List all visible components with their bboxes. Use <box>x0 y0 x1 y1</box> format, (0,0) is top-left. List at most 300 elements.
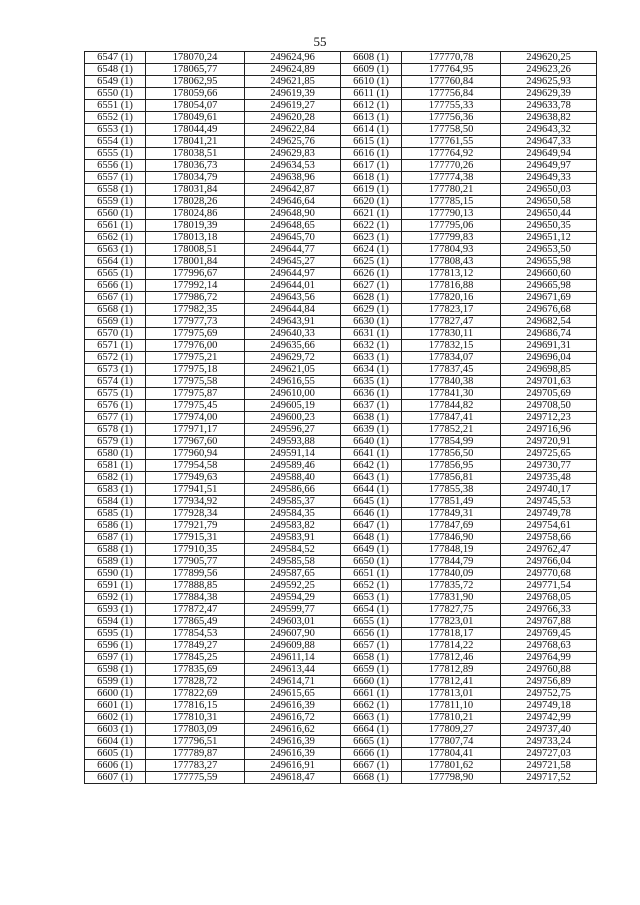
table-row <box>85 712 597 724</box>
point-number-right-cell: 6660 (1) <box>341 676 402 688</box>
y-coordinate-left-cell: 249638,96 <box>245 172 341 184</box>
y-coordinate-right-cell: 249720,91 <box>501 436 597 448</box>
y-coordinate-left-cell: 249594,29 <box>245 592 341 604</box>
point-number-left-cell: 6601 (1) <box>85 700 146 712</box>
point-number-left-cell: 6599 (1) <box>85 676 146 688</box>
x-coordinate-right-cell: 177847,41 <box>402 412 501 424</box>
table-row <box>85 88 597 100</box>
x-coordinate-right-cell: 177807,74 <box>402 736 501 748</box>
point-number-right-cell: 6641 (1) <box>341 448 402 460</box>
x-coordinate-left-cell: 178001,84 <box>146 256 245 268</box>
table-row <box>85 280 597 292</box>
point-number-left-cell: 6567 (1) <box>85 292 146 304</box>
point-number-right-cell: 6650 (1) <box>341 556 402 568</box>
y-coordinate-right-cell: 249686,74 <box>501 328 597 340</box>
y-coordinate-left-cell: 249619,39 <box>245 88 341 100</box>
table-row <box>85 400 597 412</box>
table-row <box>85 220 597 232</box>
point-number-right-cell: 6610 (1) <box>341 76 402 88</box>
table-row <box>85 772 597 784</box>
table-row <box>85 112 597 124</box>
x-coordinate-left-cell: 177996,67 <box>146 268 245 280</box>
x-coordinate-left-cell: 177865,49 <box>146 616 245 628</box>
point-number-left-cell: 6548 (1) <box>85 64 146 76</box>
x-coordinate-left-cell: 177775,59 <box>146 772 245 784</box>
point-number-left-cell: 6556 (1) <box>85 160 146 172</box>
point-number-right-cell: 6658 (1) <box>341 652 402 664</box>
point-number-left-cell: 6566 (1) <box>85 280 146 292</box>
x-coordinate-left-cell: 178049,61 <box>146 112 245 124</box>
y-coordinate-left-cell: 249640,33 <box>245 328 341 340</box>
y-coordinate-right-cell: 249737,40 <box>501 724 597 736</box>
y-coordinate-right-cell: 249649,94 <box>501 148 597 160</box>
y-coordinate-right-cell: 249717,52 <box>501 772 597 784</box>
y-coordinate-left-cell: 249583,91 <box>245 532 341 544</box>
y-coordinate-left-cell: 249600,23 <box>245 412 341 424</box>
point-number-left-cell: 6580 (1) <box>85 448 146 460</box>
table-row <box>85 568 597 580</box>
point-number-right-cell: 6666 (1) <box>341 748 402 760</box>
y-coordinate-left-cell: 249646,64 <box>245 196 341 208</box>
x-coordinate-left-cell: 177849,27 <box>146 640 245 652</box>
y-coordinate-right-cell: 249650,03 <box>501 184 597 196</box>
table-row <box>85 496 597 508</box>
point-number-right-cell: 6622 (1) <box>341 220 402 232</box>
point-number-right-cell: 6657 (1) <box>341 640 402 652</box>
point-number-left-cell: 6577 (1) <box>85 412 146 424</box>
point-number-right-cell: 6654 (1) <box>341 604 402 616</box>
point-number-left-cell: 6557 (1) <box>85 172 146 184</box>
x-coordinate-right-cell: 177811,10 <box>402 700 501 712</box>
x-coordinate-left-cell: 177884,38 <box>146 592 245 604</box>
x-coordinate-right-cell: 177760,84 <box>402 76 501 88</box>
x-coordinate-left-cell: 177934,92 <box>146 496 245 508</box>
y-coordinate-left-cell: 249592,25 <box>245 580 341 592</box>
y-coordinate-left-cell: 249616,39 <box>245 700 341 712</box>
x-coordinate-right-cell: 177834,07 <box>402 352 501 364</box>
x-coordinate-right-cell: 177755,33 <box>402 100 501 112</box>
x-coordinate-right-cell: 177804,93 <box>402 244 501 256</box>
x-coordinate-left-cell: 177910,35 <box>146 544 245 556</box>
point-number-right-cell: 6636 (1) <box>341 388 402 400</box>
point-number-right-cell: 6612 (1) <box>341 100 402 112</box>
y-coordinate-right-cell: 249701,63 <box>501 376 597 388</box>
y-coordinate-right-cell: 249752,75 <box>501 688 597 700</box>
x-coordinate-right-cell: 177840,38 <box>402 376 501 388</box>
y-coordinate-left-cell: 249588,40 <box>245 472 341 484</box>
table-row <box>85 268 597 280</box>
point-number-left-cell: 6584 (1) <box>85 496 146 508</box>
point-number-left-cell: 6597 (1) <box>85 652 146 664</box>
point-number-left-cell: 6587 (1) <box>85 532 146 544</box>
x-coordinate-right-cell: 177756,84 <box>402 88 501 100</box>
point-number-left-cell: 6560 (1) <box>85 208 146 220</box>
x-coordinate-right-cell: 177852,21 <box>402 424 501 436</box>
y-coordinate-right-cell: 249625,93 <box>501 76 597 88</box>
x-coordinate-right-cell: 177840,09 <box>402 568 501 580</box>
point-number-right-cell: 6617 (1) <box>341 160 402 172</box>
y-coordinate-left-cell: 249624,96 <box>245 52 341 64</box>
y-coordinate-left-cell: 249616,39 <box>245 748 341 760</box>
table-row <box>85 388 597 400</box>
x-coordinate-left-cell: 177888,85 <box>146 580 245 592</box>
point-number-left-cell: 6585 (1) <box>85 508 146 520</box>
point-number-right-cell: 6625 (1) <box>341 256 402 268</box>
x-coordinate-left-cell: 178036,73 <box>146 160 245 172</box>
point-number-left-cell: 6591 (1) <box>85 580 146 592</box>
point-number-right-cell: 6639 (1) <box>341 424 402 436</box>
x-coordinate-left-cell: 177789,87 <box>146 748 245 760</box>
x-coordinate-left-cell: 177986,72 <box>146 292 245 304</box>
x-coordinate-left-cell: 177971,17 <box>146 424 245 436</box>
table-row <box>85 148 597 160</box>
x-coordinate-left-cell: 178065,77 <box>146 64 245 76</box>
table-row <box>85 520 597 532</box>
point-number-left-cell: 6555 (1) <box>85 148 146 160</box>
point-number-right-cell: 6633 (1) <box>341 352 402 364</box>
point-number-left-cell: 6573 (1) <box>85 364 146 376</box>
table-row <box>85 256 597 268</box>
x-coordinate-right-cell: 177841,30 <box>402 388 501 400</box>
table-row <box>85 364 597 376</box>
y-coordinate-left-cell: 249610,00 <box>245 388 341 400</box>
y-coordinate-right-cell: 249756,89 <box>501 676 597 688</box>
point-number-right-cell: 6645 (1) <box>341 496 402 508</box>
table-row <box>85 160 597 172</box>
y-coordinate-right-cell: 249650,58 <box>501 196 597 208</box>
table-row <box>85 508 597 520</box>
y-coordinate-right-cell: 249653,50 <box>501 244 597 256</box>
y-coordinate-right-cell: 249660,60 <box>501 268 597 280</box>
y-coordinate-left-cell: 249614,71 <box>245 676 341 688</box>
y-coordinate-right-cell: 249762,47 <box>501 544 597 556</box>
x-coordinate-left-cell: 177982,35 <box>146 304 245 316</box>
table-row <box>85 724 597 736</box>
x-coordinate-right-cell: 177847,69 <box>402 520 501 532</box>
x-coordinate-right-cell: 177816,88 <box>402 280 501 292</box>
table-row <box>85 664 597 676</box>
point-number-left-cell: 6582 (1) <box>85 472 146 484</box>
table-row <box>85 700 597 712</box>
x-coordinate-right-cell: 177846,90 <box>402 532 501 544</box>
table-row <box>85 604 597 616</box>
x-coordinate-left-cell: 177783,27 <box>146 760 245 772</box>
y-coordinate-left-cell: 249584,52 <box>245 544 341 556</box>
y-coordinate-right-cell: 249749,78 <box>501 508 597 520</box>
point-number-right-cell: 6644 (1) <box>341 484 402 496</box>
x-coordinate-right-cell: 177795,06 <box>402 220 501 232</box>
y-coordinate-right-cell: 249770,68 <box>501 568 597 580</box>
y-coordinate-left-cell: 249645,27 <box>245 256 341 268</box>
table-row <box>85 136 597 148</box>
coordinates-table-body <box>85 52 597 784</box>
point-number-left-cell: 6558 (1) <box>85 184 146 196</box>
x-coordinate-left-cell: 177975,21 <box>146 352 245 364</box>
x-coordinate-left-cell: 177975,87 <box>146 388 245 400</box>
y-coordinate-right-cell: 249650,44 <box>501 208 597 220</box>
point-number-left-cell: 6595 (1) <box>85 628 146 640</box>
point-number-right-cell: 6634 (1) <box>341 364 402 376</box>
table-row <box>85 436 597 448</box>
point-number-left-cell: 6571 (1) <box>85 340 146 352</box>
point-number-left-cell: 6559 (1) <box>85 196 146 208</box>
y-coordinate-right-cell: 249691,31 <box>501 340 597 352</box>
y-coordinate-left-cell: 249625,76 <box>245 136 341 148</box>
y-coordinate-right-cell: 249754,61 <box>501 520 597 532</box>
x-coordinate-left-cell: 178008,51 <box>146 244 245 256</box>
point-number-right-cell: 6638 (1) <box>341 412 402 424</box>
point-number-right-cell: 6637 (1) <box>341 400 402 412</box>
point-number-right-cell: 6665 (1) <box>341 736 402 748</box>
y-coordinate-right-cell: 249771,54 <box>501 580 597 592</box>
y-coordinate-right-cell: 249740,17 <box>501 484 597 496</box>
table-row <box>85 376 597 388</box>
point-number-left-cell: 6593 (1) <box>85 604 146 616</box>
table-row <box>85 616 597 628</box>
y-coordinate-left-cell: 249611,14 <box>245 652 341 664</box>
table-row <box>85 544 597 556</box>
point-number-right-cell: 6667 (1) <box>341 760 402 772</box>
y-coordinate-left-cell: 249648,90 <box>245 208 341 220</box>
x-coordinate-right-cell: 177856,81 <box>402 472 501 484</box>
point-number-left-cell: 6554 (1) <box>85 136 146 148</box>
point-number-left-cell: 6569 (1) <box>85 316 146 328</box>
table-row <box>85 340 597 352</box>
y-coordinate-right-cell: 249721,58 <box>501 760 597 772</box>
y-coordinate-left-cell: 249644,01 <box>245 280 341 292</box>
y-coordinate-left-cell: 249648,65 <box>245 220 341 232</box>
point-number-left-cell: 6581 (1) <box>85 460 146 472</box>
x-coordinate-left-cell: 177928,34 <box>146 508 245 520</box>
point-number-right-cell: 6619 (1) <box>341 184 402 196</box>
point-number-left-cell: 6565 (1) <box>85 268 146 280</box>
point-number-left-cell: 6602 (1) <box>85 712 146 724</box>
point-number-right-cell: 6629 (1) <box>341 304 402 316</box>
coordinates-table <box>84 51 597 784</box>
y-coordinate-left-cell: 249624,89 <box>245 64 341 76</box>
y-coordinate-left-cell: 249591,14 <box>245 448 341 460</box>
y-coordinate-right-cell: 249638,82 <box>501 112 597 124</box>
y-coordinate-left-cell: 249609,88 <box>245 640 341 652</box>
y-coordinate-right-cell: 249768,63 <box>501 640 597 652</box>
y-coordinate-left-cell: 249644,84 <box>245 304 341 316</box>
x-coordinate-left-cell: 177977,73 <box>146 316 245 328</box>
point-number-left-cell: 6579 (1) <box>85 436 146 448</box>
table-row <box>85 472 597 484</box>
y-coordinate-left-cell: 249629,83 <box>245 148 341 160</box>
point-number-left-cell: 6590 (1) <box>85 568 146 580</box>
point-number-right-cell: 6614 (1) <box>341 124 402 136</box>
point-number-right-cell: 6635 (1) <box>341 376 402 388</box>
x-coordinate-right-cell: 177801,62 <box>402 760 501 772</box>
point-number-right-cell: 6648 (1) <box>341 532 402 544</box>
x-coordinate-left-cell: 177854,53 <box>146 628 245 640</box>
table-row <box>85 124 597 136</box>
x-coordinate-right-cell: 177813,01 <box>402 688 501 700</box>
x-coordinate-left-cell: 177992,14 <box>146 280 245 292</box>
table-row <box>85 748 597 760</box>
point-number-left-cell: 6596 (1) <box>85 640 146 652</box>
x-coordinate-left-cell: 177915,31 <box>146 532 245 544</box>
x-coordinate-left-cell: 177816,15 <box>146 700 245 712</box>
x-coordinate-left-cell: 177905,77 <box>146 556 245 568</box>
y-coordinate-right-cell: 249708,50 <box>501 400 597 412</box>
point-number-right-cell: 6647 (1) <box>341 520 402 532</box>
point-number-left-cell: 6605 (1) <box>85 748 146 760</box>
y-coordinate-right-cell: 249633,78 <box>501 100 597 112</box>
point-number-left-cell: 6604 (1) <box>85 736 146 748</box>
x-coordinate-right-cell: 177854,99 <box>402 436 501 448</box>
table-row <box>85 532 597 544</box>
point-number-right-cell: 6659 (1) <box>341 664 402 676</box>
point-number-right-cell: 6616 (1) <box>341 148 402 160</box>
y-coordinate-right-cell: 249696,04 <box>501 352 597 364</box>
x-coordinate-right-cell: 177849,31 <box>402 508 501 520</box>
y-coordinate-left-cell: 249635,66 <box>245 340 341 352</box>
point-number-left-cell: 6589 (1) <box>85 556 146 568</box>
x-coordinate-left-cell: 178044,49 <box>146 124 245 136</box>
y-coordinate-right-cell: 249727,03 <box>501 748 597 760</box>
point-number-left-cell: 6572 (1) <box>85 352 146 364</box>
x-coordinate-right-cell: 177761,55 <box>402 136 501 148</box>
x-coordinate-left-cell: 177803,09 <box>146 724 245 736</box>
y-coordinate-left-cell: 249629,72 <box>245 352 341 364</box>
point-number-left-cell: 6551 (1) <box>85 100 146 112</box>
x-coordinate-left-cell: 177960,94 <box>146 448 245 460</box>
table-row <box>85 76 597 88</box>
y-coordinate-left-cell: 249584,35 <box>245 508 341 520</box>
y-coordinate-right-cell: 249725,65 <box>501 448 597 460</box>
x-coordinate-left-cell: 177975,18 <box>146 364 245 376</box>
x-coordinate-left-cell: 177822,69 <box>146 688 245 700</box>
y-coordinate-right-cell: 249760,88 <box>501 664 597 676</box>
x-coordinate-right-cell: 177835,72 <box>402 580 501 592</box>
point-number-right-cell: 6652 (1) <box>341 580 402 592</box>
point-number-right-cell: 6668 (1) <box>341 772 402 784</box>
x-coordinate-left-cell: 177845,25 <box>146 652 245 664</box>
point-number-right-cell: 6609 (1) <box>341 64 402 76</box>
point-number-right-cell: 6646 (1) <box>341 508 402 520</box>
x-coordinate-left-cell: 177921,79 <box>146 520 245 532</box>
table-row <box>85 352 597 364</box>
y-coordinate-right-cell: 249769,45 <box>501 628 597 640</box>
point-number-left-cell: 6562 (1) <box>85 232 146 244</box>
table-row <box>85 556 597 568</box>
x-coordinate-right-cell: 177818,17 <box>402 628 501 640</box>
y-coordinate-right-cell: 249651,12 <box>501 232 597 244</box>
x-coordinate-right-cell: 177758,50 <box>402 124 501 136</box>
x-coordinate-left-cell: 177975,45 <box>146 400 245 412</box>
y-coordinate-right-cell: 249735,48 <box>501 472 597 484</box>
point-number-left-cell: 6578 (1) <box>85 424 146 436</box>
y-coordinate-left-cell: 249621,05 <box>245 364 341 376</box>
point-number-right-cell: 6664 (1) <box>341 724 402 736</box>
y-coordinate-left-cell: 249586,66 <box>245 484 341 496</box>
x-coordinate-right-cell: 177848,19 <box>402 544 501 556</box>
point-number-left-cell: 6549 (1) <box>85 76 146 88</box>
x-coordinate-right-cell: 177756,36 <box>402 112 501 124</box>
y-coordinate-left-cell: 249605,19 <box>245 400 341 412</box>
x-coordinate-left-cell: 177899,56 <box>146 568 245 580</box>
y-coordinate-left-cell: 249620,28 <box>245 112 341 124</box>
y-coordinate-right-cell: 249671,69 <box>501 292 597 304</box>
table-row <box>85 292 597 304</box>
point-number-right-cell: 6655 (1) <box>341 616 402 628</box>
table-row <box>85 640 597 652</box>
point-number-left-cell: 6576 (1) <box>85 400 146 412</box>
table-row <box>85 460 597 472</box>
point-number-left-cell: 6552 (1) <box>85 112 146 124</box>
x-coordinate-right-cell: 177812,41 <box>402 676 501 688</box>
point-number-left-cell: 6547 (1) <box>85 52 146 64</box>
y-coordinate-right-cell: 249733,24 <box>501 736 597 748</box>
table-row <box>85 52 597 64</box>
point-number-right-cell: 6627 (1) <box>341 280 402 292</box>
point-number-right-cell: 6623 (1) <box>341 232 402 244</box>
y-coordinate-right-cell: 249647,33 <box>501 136 597 148</box>
point-number-right-cell: 6656 (1) <box>341 628 402 640</box>
y-coordinate-left-cell: 249616,72 <box>245 712 341 724</box>
x-coordinate-right-cell: 177810,21 <box>402 712 501 724</box>
point-number-right-cell: 6618 (1) <box>341 172 402 184</box>
y-coordinate-left-cell: 249596,27 <box>245 424 341 436</box>
point-number-right-cell: 6643 (1) <box>341 472 402 484</box>
x-coordinate-left-cell: 178024,86 <box>146 208 245 220</box>
y-coordinate-right-cell: 249742,99 <box>501 712 597 724</box>
table-row <box>85 232 597 244</box>
x-coordinate-left-cell: 177954,58 <box>146 460 245 472</box>
x-coordinate-right-cell: 177774,38 <box>402 172 501 184</box>
y-coordinate-right-cell: 249620,25 <box>501 52 597 64</box>
y-coordinate-left-cell: 249616,39 <box>245 736 341 748</box>
x-coordinate-right-cell: 177812,89 <box>402 664 501 676</box>
point-number-right-cell: 6651 (1) <box>341 568 402 580</box>
table-row <box>85 424 597 436</box>
x-coordinate-right-cell: 177823,01 <box>402 616 501 628</box>
x-coordinate-left-cell: 178013,18 <box>146 232 245 244</box>
table-row <box>85 688 597 700</box>
point-number-left-cell: 6553 (1) <box>85 124 146 136</box>
y-coordinate-left-cell: 249587,65 <box>245 568 341 580</box>
point-number-left-cell: 6561 (1) <box>85 220 146 232</box>
point-number-left-cell: 6592 (1) <box>85 592 146 604</box>
point-number-right-cell: 6630 (1) <box>341 316 402 328</box>
x-coordinate-right-cell: 177856,95 <box>402 460 501 472</box>
point-number-left-cell: 6588 (1) <box>85 544 146 556</box>
y-coordinate-right-cell: 249682,54 <box>501 316 597 328</box>
point-number-right-cell: 6663 (1) <box>341 712 402 724</box>
x-coordinate-right-cell: 177837,45 <box>402 364 501 376</box>
x-coordinate-left-cell: 177975,58 <box>146 376 245 388</box>
x-coordinate-right-cell: 177813,12 <box>402 268 501 280</box>
point-number-right-cell: 6621 (1) <box>341 208 402 220</box>
y-coordinate-left-cell: 249613,44 <box>245 664 341 676</box>
x-coordinate-right-cell: 177770,78 <box>402 52 501 64</box>
y-coordinate-left-cell: 249634,53 <box>245 160 341 172</box>
table-row <box>85 484 597 496</box>
y-coordinate-left-cell: 249644,77 <box>245 244 341 256</box>
x-coordinate-left-cell: 177975,69 <box>146 328 245 340</box>
x-coordinate-right-cell: 177830,11 <box>402 328 501 340</box>
y-coordinate-right-cell: 249716,96 <box>501 424 597 436</box>
x-coordinate-right-cell: 177832,15 <box>402 340 501 352</box>
point-number-left-cell: 6606 (1) <box>85 760 146 772</box>
y-coordinate-right-cell: 249764,99 <box>501 652 597 664</box>
table-row <box>85 100 597 112</box>
x-coordinate-left-cell: 178038,51 <box>146 148 245 160</box>
point-number-right-cell: 6626 (1) <box>341 268 402 280</box>
point-number-left-cell: 6594 (1) <box>85 616 146 628</box>
